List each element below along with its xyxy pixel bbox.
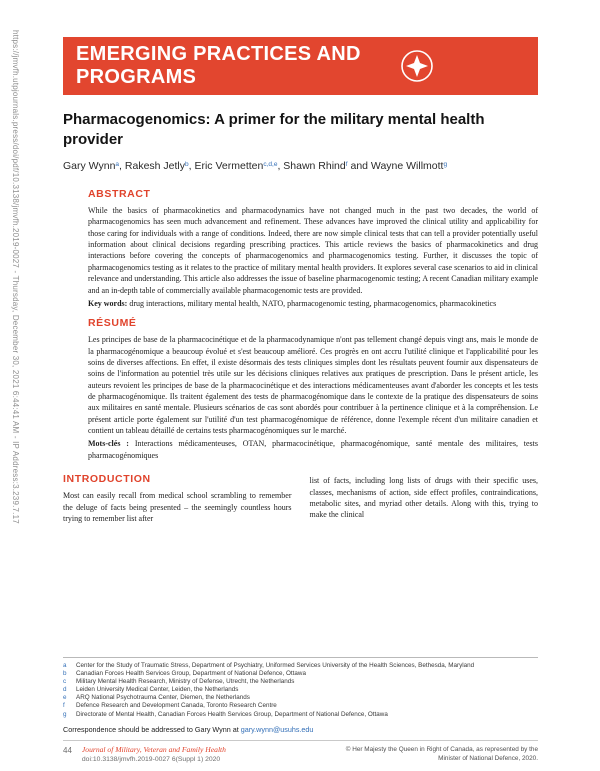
intro-right-column [310,473,539,524]
abstract-text: While the basics of pharmacokinetics and pharmacodynamics have not changed much in the past two decades, the world of pharmacogenomics has seen much advancement and refinement. These advances have improved the clinical utility and applicability for those caring for individuals with a range of conditions. Indeed, there are now simple clinical tests that can tell a provider potentially useful information about clinical decisions regarding prescribing practices. This article reviews the basics of pharmacokinetics and drug interactions before covering the concepts of pharmacogenomics and pharmacogenomics testing. Further, it discusses the topic of pharmacogenomics testing as it relates to the practice of military mental health providers. It explores several case scenarios to aid in clinical relevance and understanding. This article also addresses the issue of baseline pharmacogenomic testing; A recent Canadian military example and an in-depth table of commercially available pharmacogenomic tests are provided. [88,206,538,295]
bottom-group [63,657,538,764]
introduction-columns [63,473,538,524]
author [283,160,371,172]
keywords-label: Key words: [88,298,128,308]
resume-text: Les principes de base de la pharmacocinétique et de la pharmacodynamique n'ont pas tellement changé depuis vingt ans, mais le monde de la pharmacogénomique a beaucoup évolué et s'est beaucoup amélioré. Ces progrès en ont accru l'utilité clinique et l'applicabilité pour les soins de diverses affections. En effet, il existe désormais des tests cliniques simples dont les résultats peuvent fournir aux dispensateurs de soins de l'information au potentiel très utile sur les décisions cliniques relatives aux pratiques de prescription. Dans le présent article, les auteurs revoient les principes de base de la pharmacocinétique et des interactions médicamenteuses avant d'aborder les concepts et les tests de pharmacogénomique. Ils traitent également des tests de pharmacogénomique dans le contexte de la pratique des dispensateurs de soins aux militaires en santé mentale. Plusieurs scénarios de cas sont abordés pour contribuer à la pertinence clinique et à la compréhension. Le présent article porte également sur l'utilité d'un test pharmacogénomique de référence, donne l'exemple récent d'un militaire canadien et contient un tableau détaillé de certains tests pharmacogénomiques sur le marché. [88,335,538,436]
author-separator: , [188,160,195,172]
resume-heading: RÉSUMÉ [88,317,137,330]
author-name: Eric Vermetten [194,160,264,172]
correspondence-text: Correspondence should be addressed to Gary Wynn at [63,724,239,734]
banner-title [63,37,538,89]
page-footer [63,740,538,764]
affiliation-row [63,670,538,678]
author [63,160,125,172]
affiliation-row [63,711,538,719]
introduction-text-col1: Most can easily recall from medical school scrambling to remember the deluge of facts being presented – the seemingly countless hours trying to remember list after [63,491,292,523]
affiliation-letter: g [63,710,67,718]
copyright-line2: Minister of National Defence, 2020. [438,755,538,763]
author [194,160,283,172]
author [371,160,447,172]
copyright-notice [346,745,538,764]
mots-cles-label: Mots-clés : [88,439,129,449]
section-banner [63,37,538,95]
author-name: Rakesh Jetly [124,160,185,172]
affiliations-list [63,657,538,719]
email-link[interactable]: gary.wynn@usuhs.edu [240,724,314,734]
affiliation-row [63,694,538,702]
keywords-text: drug interactions, military mental health, NATO, pharmacogenomic testing, pharmacogenomics, pharmacokinetics [129,298,497,308]
affiliation-row [63,702,538,710]
affiliation-row [63,686,538,694]
affiliation-text: Defence Research and Development Canada, Toronto Research Centre [76,702,277,710]
affiliation-text: Canadian Forces Health Services Group, Department of National Defence, Ottawa [76,669,306,677]
affiliation-letter: c [63,677,67,685]
author-separator: , [119,160,125,172]
affiliation-text: Directorate of Mental Health, Canadian Forces Health Services Group, Department of National Defence, Ottawa [76,710,388,718]
journal-logo-icon [400,49,434,83]
abstract-keywords [88,298,538,309]
affiliation-letter: b [63,669,67,677]
banner-line2: PROGRAMS [76,66,197,88]
affiliation-row [63,662,538,670]
author-affiliation-sup: g [443,160,448,168]
correspondence-line [63,725,538,734]
resume-keywords [88,438,538,461]
article-title: Pharmacogenomics: A primer for the military mental health provider [63,111,485,148]
affiliation-text: Leiden University Medical Center, Leiden, the Netherlands [76,686,239,694]
affiliation-text: Military Mental Health Research, Ministry of Defense, Utrecht, the Netherlands [76,677,295,685]
affiliation-row [63,678,538,686]
affiliation-text: ARQ National Psychotrauma Center, Diemen, the Netherlands [76,694,250,702]
affiliation-letter: a [63,661,67,669]
affiliation-letter: f [63,702,65,710]
doi-line: doi:10.3138/jmvfh.2019-0027 6(Suppl 1) 2020 [81,755,221,763]
journal-title: Journal of Military, Veteran and Family Health [81,744,226,754]
affiliation-letter: e [63,694,67,702]
author-affiliation-sup: f [345,160,348,168]
footer-left [63,745,226,763]
author-name: Wayne Willmott [370,160,444,172]
page-content [63,37,538,764]
author [125,160,195,172]
page-number: 44 [63,745,72,755]
intro-left-column [63,473,292,524]
mots-cles-text: Interactions médicamenteuses, OTAN, pharmacocinétique, pharmacogénomique, santé mentale des militaires, tests pharmacogénomiques [88,439,539,460]
author-affiliation-sup: b [185,160,189,168]
affiliation-text: Center for the Study of Traumatic Stress, Department of Psychiatry, Uniformed Services University of the Health Sciences, Bethesda, Maryland [76,661,475,669]
introduction-heading: INTRODUCTION [63,473,151,486]
affiliation-letter: d [63,686,67,694]
abstract-resume-block [88,188,538,461]
journal-block [82,745,226,763]
author-separator: , [277,160,284,172]
author-list [63,160,538,172]
author-separator: and [347,160,371,172]
author-name: Shawn Rhind [283,160,346,172]
copyright-line1: © Her Majesty the Queen in Right of Canada, as represented by the [345,745,538,753]
author-affiliation-sup: a [115,160,120,168]
introduction-text-col2: list of facts, including long lists of drugs with their specific uses, classes, mechanisms of action, side effect profiles, contraindications, metabolic sites, and myriad other details. Along with this, trying to make the clinical [309,476,538,520]
banner-line1: EMERGING PRACTICES AND [76,43,361,65]
author-affiliation-sup: c,d,e [263,160,278,168]
download-stamp: https://jmvfh.utpjournals.press/doi/pdf/10.3138/jmvfh.2019-0027 - Thursday, December 30, 2021 6:44:41 AM - IP Address:3.239.7.17 [11,30,20,524]
abstract-heading: ABSTRACT [88,188,151,200]
author-name: Gary Wynn [63,160,116,172]
